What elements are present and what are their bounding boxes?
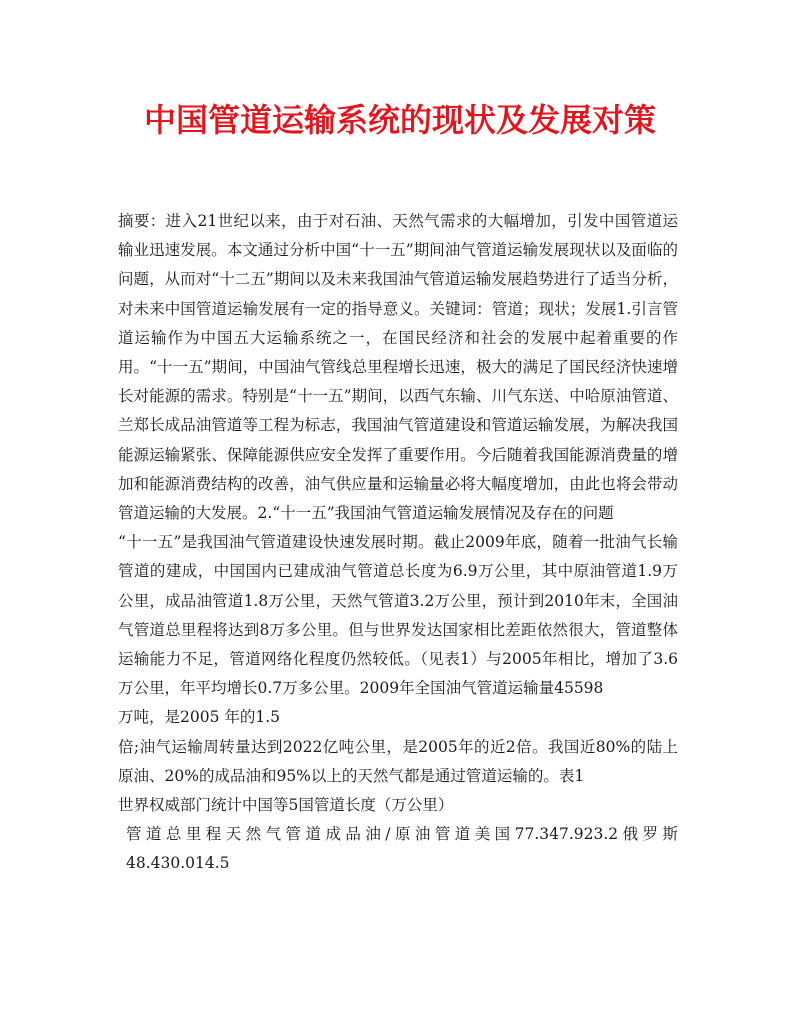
- document-title: 中国管道运输系统的现状及发展对策: [143, 101, 656, 139]
- paragraph-eleventh-five-year: “十一五”是我国油气管道建设快速发展时期。截止2009年底，随着一批油气长输管道的建成，中国国内已建成油气管道总长度为6.9万公里，其中原油管道1.9万公里，成品油管道1.8万公里，天然气管道3.2万公里，预计到2010年末，全国油气管道总里程将达到8万多公里。但与世界发达国家相比差距依然很大，管道整体运输能力不足，管道网络化程度仍然较低。（见表1）与2005年相比，增加了3.6万公里，年平均增长0.7万多公里。2009年全国油气管道运输量45598: [118, 533, 678, 698]
- document-body: [118, 207, 678, 879]
- paragraph-turnover: 倍;油气运输周转量达到2022亿吨公里，是2005年的近2倍。我国近80%的陆上原油、20%的成品油和95%以上的天然气都是通过管道运输的。表1: [118, 737, 678, 785]
- table-caption: 世界权威部门统计中国等5国管道长度（万公里）: [118, 796, 454, 815]
- paragraph-volume: 万吨，是2005 年的1.5: [118, 708, 281, 727]
- table-row-text: 管道总里程天然气管道成品油/原油管道美国77.347.923.2俄罗斯48.430.014.5: [126, 825, 678, 873]
- paragraph-abstract: 摘要：进入21世纪以来，由于对石油、天然气需求的大幅增加，引发中国管道运输业迅速发展。本文通过分析中国“十一五”期间油气管道运输发展现状以及面临的问题，从而对“十二五”期间以及未来我国油气管道运输发展趋势进行了适当分析，对未来中国管道运输发展有一定的指导意义。关键词：管道；现状；发展1.引言管道运输作为中国五大运输系统之一，在国民经济和社会的发展中起着重要的作用。“十一五”期间，中国油气管线总里程增长迅速，极大的满足了国民经济快速增长对能源的需求。特别是“十一五”期间，以西气东输、川气东送、中哈原油管道、兰郑长成品油管道等工程为标志，我国油气管道建设和管道运输发展，为解决我国能源运输紧张、保障能源供应安全发挥了重要作用。今后随着我国能源消费量的增加和能源消费结构的改善，油气供应量和运输量必将大幅度增加，由此也将会带动管道运输的大发展。2.“十一五”我国油气管道运输发展情况及存在的问题: [118, 212, 678, 523]
